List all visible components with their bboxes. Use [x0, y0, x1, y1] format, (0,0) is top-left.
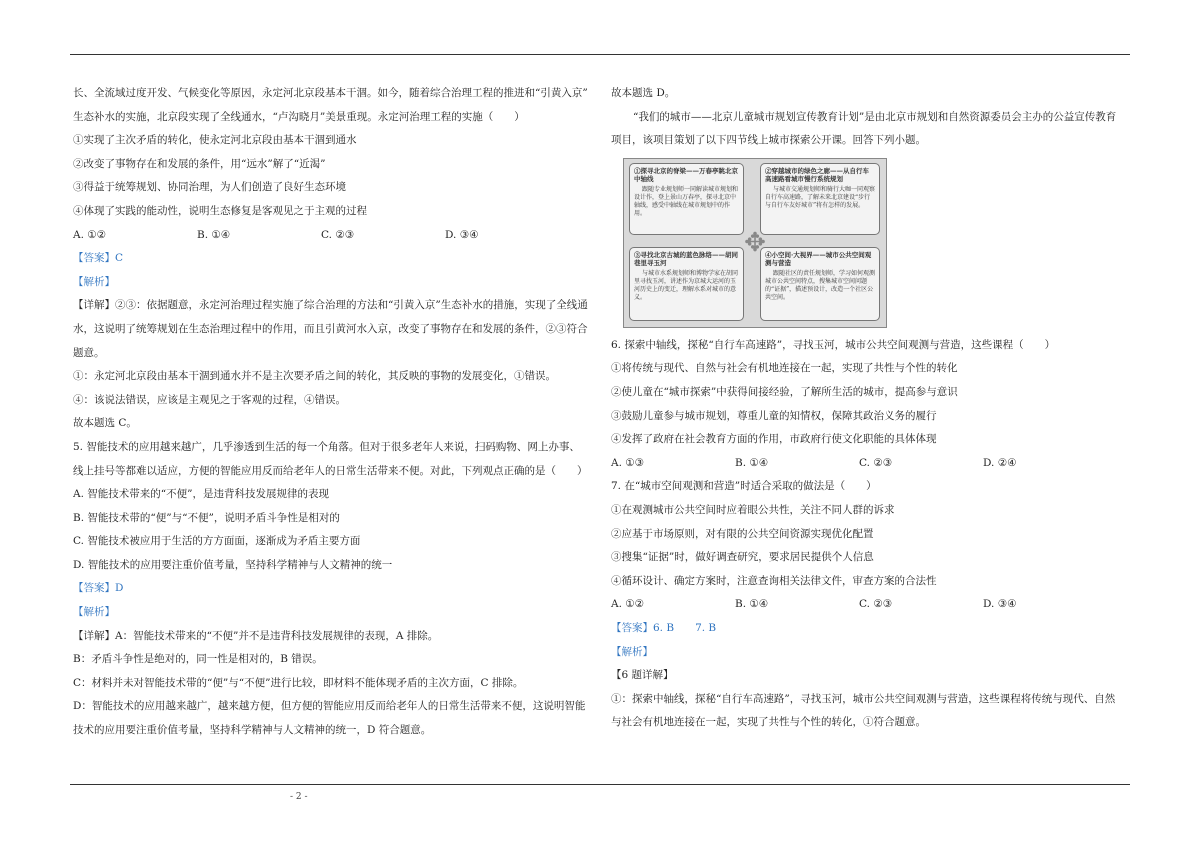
q7-choices [611, 593, 1131, 617]
option-line: ①将传统与现代、自然与社会有机地连接在一起，实现了共性与个性的转化 [611, 362, 958, 375]
detail-line: 水，这说明了统筹规划在生态治理过程中的作用，而且引黄河水入京，改变了事物存在和发展的条件，②③符合 [73, 322, 588, 335]
course-panel-title: ③寻找北京古城的蓝色脉络——胡同巷里寻玉河 [634, 250, 738, 267]
detail-line: 【详解】A：智能技术带来的“不便”并不是违背科技发展规律的表现，A 排除。 [73, 629, 439, 642]
choice-b: B. ①④ [735, 456, 769, 469]
answer-line [73, 247, 591, 271]
choice-d: D. ③④ [983, 598, 1017, 611]
question-stem: 6. 探索中轴线，探秘“自行车高速路”，寻找玉河，城市公共空间观测与营造，这些课程（ ） [611, 338, 1056, 351]
detail-line: ④：该说法错误，应该是主观见之于客观的过程，④错误。 [73, 393, 346, 406]
option-line: ④发挥了政府在社会教育方面的作用，市政府行使文化职能的具体体现 [611, 433, 937, 446]
option-line: ③搜集“证据”时，做好调查研究，要求居民提供个人信息 [611, 551, 874, 564]
analysis-label: 【解析】 [73, 606, 115, 619]
choice-c: C. ②③ [859, 456, 893, 469]
right-column [611, 82, 1131, 735]
question-stem: 5. 智能技术的应用越来越广，几乎渗透到生活的每一个角落。但对于很多老年人来说，扫码购物、网上办事、 [73, 440, 580, 453]
answer-label: 【答案】D [73, 582, 124, 595]
detail-line: D：智能技术的应用越来越广，越来越方便，但方便的智能应用反而给老年人的日常生活带来不便，这说明智能 [73, 700, 586, 713]
intro-line: “我们的城市——北京儿童城市规划宣传教育计划”是由北京市规划和自然资源委员会主办的公益宣传教育 [633, 110, 1117, 123]
choice-a: A. ①② [73, 228, 107, 241]
footer-rule [70, 784, 1130, 785]
course-panel-title: ②穿越城市的绿色之廊——从自行车高速路看城市慢行系统规划 [765, 166, 869, 183]
question-stem: 7. 在“城市空间观测和营造”时适合采取的做法是（ ） [611, 480, 877, 493]
intro-line: 项目，该项目策划了以下四节线上城市探索公开课。回答下列小题。 [611, 134, 926, 147]
detail-line: 与社会有机地连接在一起，实现了共性与个性的转化，①符合题意。 [611, 716, 926, 729]
course-panel-title: ④小空间·大视界——城市公共空间观测与营造 [765, 250, 872, 267]
detail-line: ①：探索中轴线，探秘“自行车高速路”，寻找玉河，城市公共空间观测与营造，这些课程将传统与现代、自然 [611, 692, 1116, 705]
course-figure [623, 158, 887, 328]
course-panel-title: ①探寻北京的脊梁——万春亭眺北京中轴线 [634, 166, 738, 183]
detail-heading: 【6 题详解】 [611, 669, 674, 682]
choice-d: D. ②④ [983, 456, 1017, 469]
text-line: 生态补水的实施，北京段实现了全线通水，“卢沟晓月”美景重现。永定河治理工程的实施（ ） [73, 110, 525, 123]
header-rule [70, 54, 1130, 55]
option-line: B. 智能技术带的“便”与“不便”，说明矛盾斗争性是相对的 [73, 511, 340, 524]
option-line: ①实现了主次矛盾的转化，使永定河北京段由基本干涸到通水 [73, 134, 357, 147]
detail-line: B：矛盾斗争性是绝对的，同一性是相对的，B 错误。 [73, 653, 323, 666]
detail-line: 【详解】②③：依据题意，永定河治理过程实施了综合治理的方法和“引黄入京”生态补水的措施，实现了全线通 [73, 299, 588, 312]
choice-a: A. ①② [611, 598, 645, 611]
option-line: ③得益于统筹规划、协同治理，为人们创造了良好生态环境 [73, 181, 346, 194]
choice-b: B. ①④ [197, 228, 231, 241]
conclusion-line: 故本题选 C。 [73, 417, 137, 430]
course-panel-body: 跟随社区的责任规划师，学习如何观测城市公共空间特点，搜集城市空间问题的“证据”，描述预设计，改造一个社区公共空间。 [765, 269, 876, 301]
course-panel [760, 247, 880, 321]
option-line: ④循环设计、确定方案时，注意查询相关法律文件，审查方案的合法性 [611, 574, 937, 587]
detail-line: ①：永定河北京段由基本干涸到通水并不是主次要矛盾之间的转化，其反映的事物的发展变化，①错误。 [73, 370, 556, 383]
answer-label: 【答案】6. B 7. B [611, 621, 717, 634]
four-arrows-icon: ✥ [744, 227, 766, 258]
detail-line: C：材料并未对智能技术带的“便”与“不便”进行比较，即材料不能体现矛盾的主次方面，C 排除。 [73, 676, 524, 689]
q4-choices [73, 224, 591, 248]
question-stem: 线上挂号等都难以适应，方便的智能应用反而给老年人的日常生活带来不便。对此，下列观点正确的是（ ） [73, 464, 588, 477]
option-line: ②应基于市场原则，对有限的公共空间资源实现优化配置 [611, 527, 874, 540]
option-line: ③鼓励儿童参与城市规划，尊重儿童的知情权，保障其政治义务的履行 [611, 409, 937, 422]
course-panel-body: 与城市水系规划师和博物学家在胡同里寻找玉河，讲述作为京城大运河的玉河历史上的变迁，理解水系对城市的意义。 [634, 269, 739, 301]
choice-d: D. ③④ [445, 228, 479, 241]
q6-choices [611, 452, 1131, 476]
detail-line: 技术的应用要注重价值考量，坚持科学精神与人文精神的统一，D 符合题意。 [73, 724, 432, 737]
page-number: - 2 - [290, 792, 308, 802]
option-line: ②使儿童在“城市探索”中获得间接经验，了解所生活的城市，提高参与意识 [611, 385, 958, 398]
option-line: ④体现了实践的能动性，说明生态修复是客观见之于主观的过程 [73, 204, 367, 217]
choice-a: A. ①③ [611, 456, 645, 469]
answer-label: 【答案】C [73, 252, 124, 265]
course-panel [629, 247, 744, 321]
course-panel [629, 163, 744, 235]
course-panel [760, 163, 880, 235]
course-panel-body: 跟随专业规划师一同解读城市规划和设计作，登上景山万春亭，探寻北京中轴线，感受中轴线在城市规划中的作用。 [634, 185, 739, 217]
detail-line: 题意。 [73, 346, 105, 359]
analysis-label: 【解析】 [611, 645, 653, 658]
option-line: ①在观测城市公共空间时应着眼公共性，关注不同人群的诉求 [611, 503, 895, 516]
option-line: A. 智能技术带来的“不便”，是违背科技发展规律的表现 [73, 488, 329, 501]
option-line: D. 智能技术的应用要注重价值考量，坚持科学精神与人文精神的统一 [73, 558, 393, 571]
left-column [73, 82, 591, 743]
choice-b: B. ①④ [735, 598, 769, 611]
course-panel-body: 与城市交通规划师和骑行大咖一同观察自行车高速路，了解未来北京建设“步行与自行车友好城市”将有怎样的发展。 [765, 185, 876, 209]
choice-c: C. ②③ [321, 228, 355, 241]
option-line: C. 智能技术被应用于生活的方方面面，逐渐成为矛盾主要方面 [73, 535, 361, 548]
text-line: 长、全流域过度开发、气候变化等原因，永定河北京段基本干涸。如今，随着综合治理工程的推进和“引黄入京” [73, 87, 588, 99]
choice-c: C. ②③ [859, 598, 893, 611]
option-line: ②改变了事物存在和发展的条件，用“远水”解了“近渴” [73, 157, 326, 170]
analysis-label: 【解析】 [73, 275, 115, 288]
conclusion-line: 故本题选 D。 [611, 87, 676, 99]
